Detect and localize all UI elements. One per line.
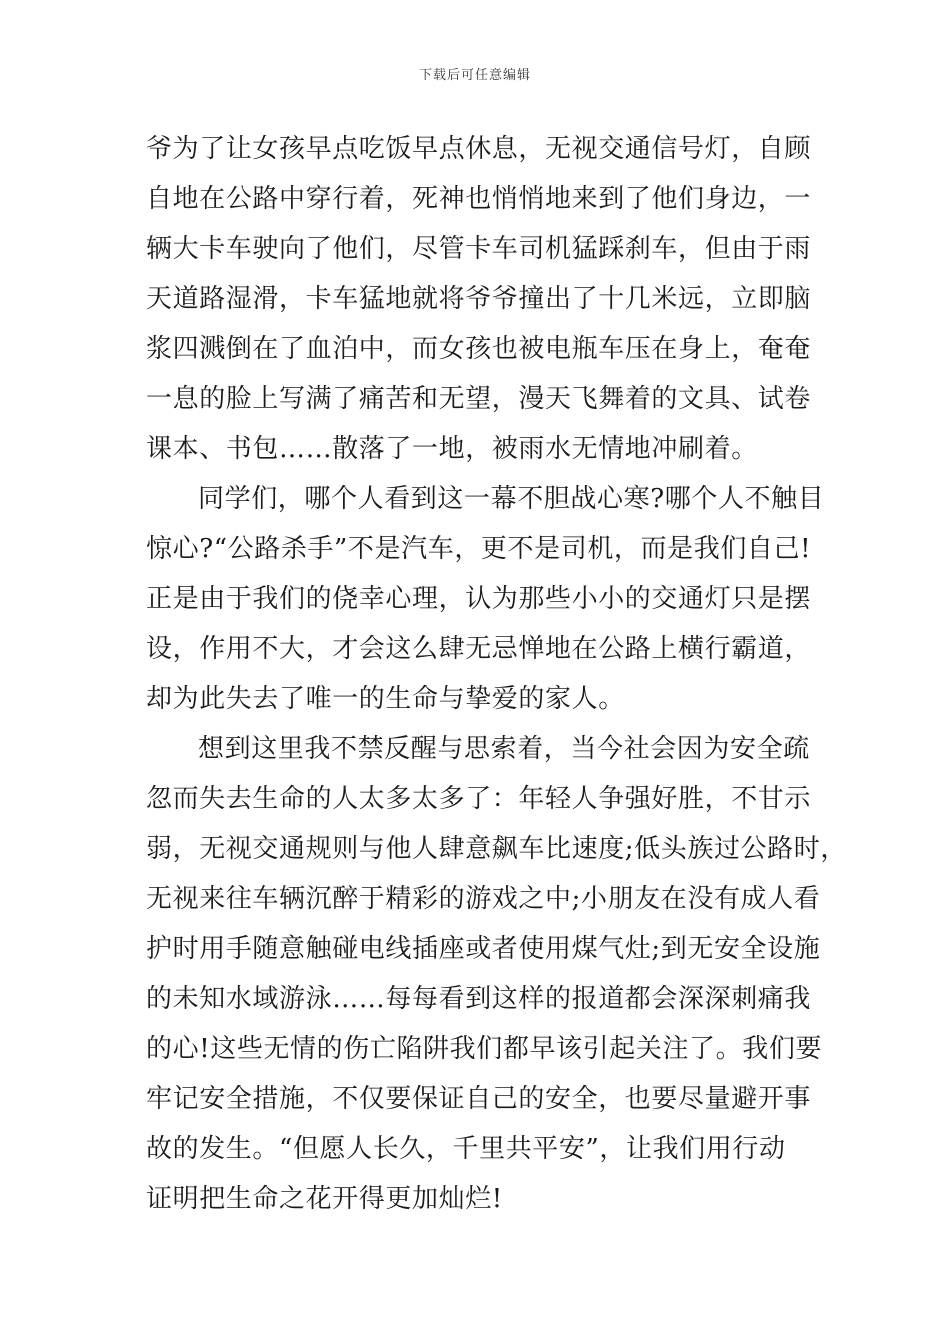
text-line: 自地在公路中穿行着，死神也悄悄地来到了他们身边，一 bbox=[146, 184, 812, 214]
paragraph bbox=[146, 724, 847, 1224]
text-line: 浆四溅倒在了血泊中，而女孩也被电瓶车压在身上，奄奄 bbox=[146, 334, 812, 364]
document-body bbox=[146, 124, 847, 1224]
text-line: 无视来往车辆沉醉于精彩的游戏之中;小朋友在没有成人看 bbox=[146, 884, 821, 914]
text-line: 课本、书包……散落了一地，被雨水无情地冲刷着。 bbox=[146, 434, 758, 464]
page-header: 下载后可任意编辑 bbox=[418, 68, 531, 83]
text-line: 护时用手随意触碰电线插座或者使用煤气灶;到无安全设施 bbox=[146, 934, 821, 964]
text-line: 想到这里我不禁反醒与思索着，当今社会因为安全疏 bbox=[198, 734, 810, 764]
text-line: 证明把生命之花开得更加灿烂! bbox=[146, 1184, 503, 1214]
paragraph bbox=[146, 124, 818, 474]
paragraph bbox=[146, 474, 825, 724]
text-line: 忽而失去生命的人太多太多了：年轻人争强好胜，不甘示 bbox=[146, 784, 812, 814]
text-line: 正是由于我们的侥幸心理，认为那些小小的交通灯只是摆 bbox=[146, 584, 812, 614]
text-line: 一息的脸上写满了痛苦和无望，漫天飞舞着的文具、试卷 bbox=[146, 384, 812, 414]
text-line: 爷为了让女孩早点吃饭早点休息，无视交通信号灯，自顾 bbox=[146, 134, 812, 164]
text-line: 弱，无视交通规则与他人肆意飙车比速度;低头族过公路时， bbox=[146, 834, 847, 864]
text-line: 同学们，哪个人看到这一幕不胆战心寒?哪个人不触目 bbox=[198, 484, 825, 514]
text-line: 设，作用不大，才会这么肆无忌惮地在公路上横行霸道， bbox=[146, 634, 812, 664]
text-line: 却为此失去了唯一的生命与挚爱的家人。 bbox=[146, 684, 625, 714]
text-line: 辆大卡车驶向了他们，尽管卡车司机猛踩刹车，但由于雨 bbox=[146, 234, 812, 264]
text-line: 故的发生。“但愿人长久，千里共平安”，让我们用行动 bbox=[146, 1134, 786, 1164]
text-line: 天道路湿滑，卡车猛地就将爷爷撞出了十几米远，立即脑 bbox=[146, 284, 812, 314]
text-line: 的心!这些无情的伤亡陷阱我们都早该引起关注了。我们要 bbox=[146, 1034, 823, 1064]
text-line: 牢记安全措施，不仅要保证自己的安全，也要尽量避开事 bbox=[146, 1084, 812, 1114]
text-line: 惊心?“公路杀手”不是汽车，更不是司机，而是我们自己! bbox=[146, 534, 812, 564]
text-line: 的未知水域游泳……每每看到这样的报道都会深深刺痛我 bbox=[146, 984, 812, 1014]
